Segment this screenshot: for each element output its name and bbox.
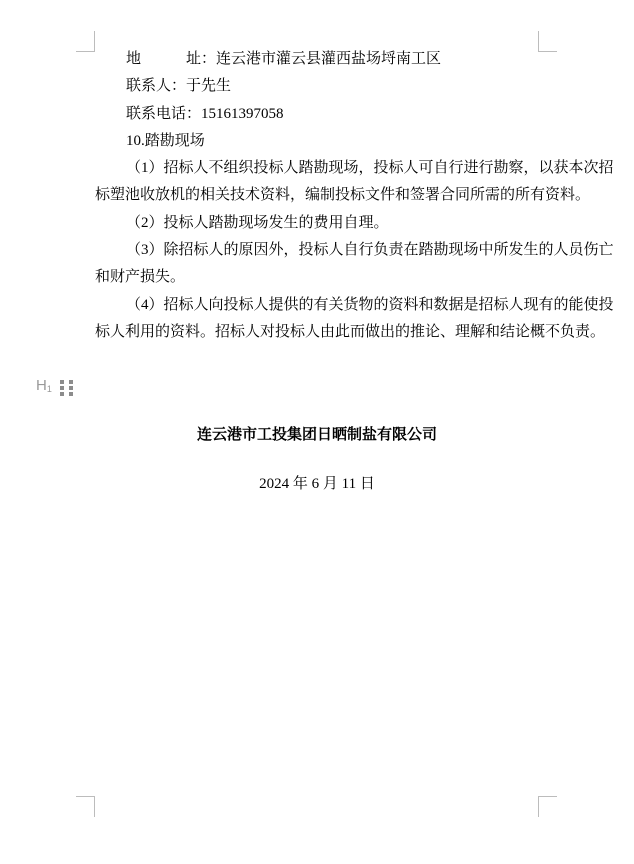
- text-line: （4）招标人向投标人提供的有关货物的资料和数据是招标人现有的能使投: [126, 296, 614, 313]
- drag-dot: [60, 392, 64, 396]
- drag-handle-icon[interactable]: [60, 380, 73, 396]
- drag-dot: [69, 380, 73, 384]
- block-handle[interactable]: [36, 377, 73, 398]
- text-line: 和财产损失。: [95, 269, 186, 286]
- margin-mark-bottom-right: [538, 796, 557, 817]
- margin-mark-bottom-left: [76, 796, 95, 817]
- body-text: [95, 46, 614, 346]
- signature-date: 2024 年 6 月 11 日: [259, 476, 375, 492]
- text-line: 联系人：于先生: [126, 78, 232, 95]
- text-line: 10.踏勘现场: [126, 132, 205, 149]
- heading-1-indicator-icon[interactable]: H1: [36, 377, 52, 394]
- margin-mark-top-left: [76, 31, 95, 52]
- text-line: （2）投标人踏勘现场发生的费用自理。: [126, 214, 389, 231]
- margin-mark-top-right: [538, 31, 557, 52]
- drag-dot: [60, 380, 64, 384]
- text-line: 联系电话：15161397058: [126, 105, 284, 122]
- text-line: （1）招标人不组织投标人踏勘现场，投标人可自行进行勘察，以获本次招: [126, 160, 614, 177]
- signature-company: 连云港市工投集团日晒制盐有限公司: [196, 427, 437, 443]
- text-line: 标塑池收放机的相关技术资料，编制投标文件和签署合同所需的所有资料。: [95, 187, 591, 204]
- text-line: （3）除招标人的原因外，投标人自行负责在踏勘现场中所发生的人员伤亡: [126, 242, 614, 259]
- text-line: 地 址：连云港市灌云县灌西盐场埒南工区: [126, 51, 442, 67]
- drag-dot: [69, 392, 73, 396]
- drag-dot: [69, 386, 73, 390]
- drag-dot: [60, 386, 64, 390]
- text-line: 标人利用的资料。招标人对投标人由此而做出的推论、理解和结论概不负责。: [95, 323, 606, 340]
